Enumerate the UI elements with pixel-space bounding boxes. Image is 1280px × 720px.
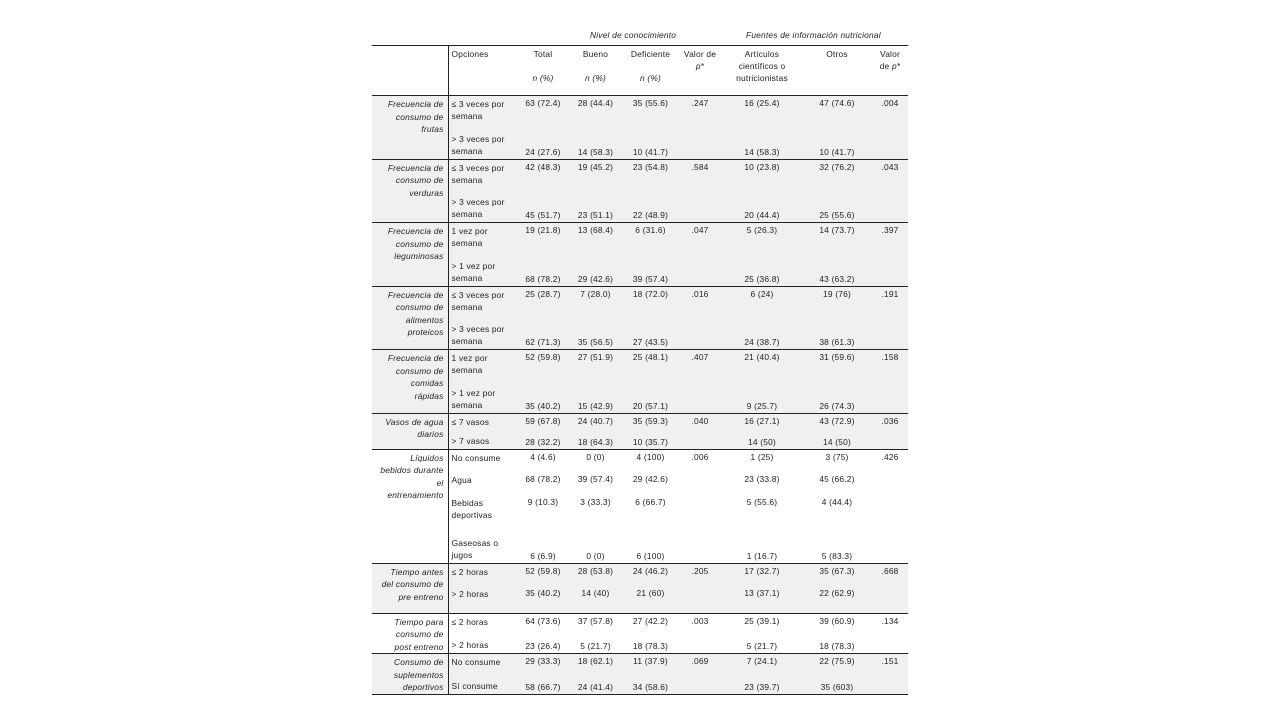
- deficiente-cell: 35 (55.6): [623, 96, 678, 133]
- deficiente-cell: 10 (35.7): [623, 433, 678, 449]
- otros-cell: 19 (76): [802, 286, 872, 323]
- bueno-cell: 13 (68.4): [568, 223, 623, 260]
- total-cell: 62 (71.3): [518, 323, 568, 350]
- option-label: > 1 vez por semana: [448, 387, 518, 414]
- table-row: [372, 638, 908, 654]
- table-row: [372, 529, 908, 563]
- option-label: > 7 vasos: [448, 433, 518, 449]
- bueno-cell: 39 (57.4): [577, 474, 614, 484]
- deficiente-cell: 39 (57.4): [623, 260, 678, 287]
- header-total: Total n (%): [532, 49, 554, 83]
- deficiente-cell: 18 (72.0): [623, 286, 678, 323]
- total-cell: 52 (59.8): [518, 563, 568, 586]
- bueno-cell: 15 (42.9): [568, 387, 623, 414]
- p-value-cell: .003: [691, 615, 709, 626]
- articulos-cell: 24 (38.7): [722, 323, 802, 350]
- bueno-cell: 29 (42.6): [568, 260, 623, 287]
- bueno-cell: 18 (62.1): [568, 654, 623, 678]
- table-row: [372, 286, 908, 323]
- total-cell: 29 (33.3): [518, 654, 568, 678]
- articulos-cell: 5 (26.3): [722, 223, 802, 260]
- total-cell: 4 (4.6): [530, 451, 556, 462]
- bueno-cell: 3 (33.3): [580, 497, 611, 507]
- table-row: [372, 586, 908, 613]
- articulos-cell: 25 (39.1): [744, 615, 780, 626]
- deficiente-cell: 21 (60): [623, 586, 678, 613]
- p-value-cell: .043: [872, 159, 908, 196]
- option-label: ≤ 3 veces por semana: [448, 159, 518, 196]
- total-cell: 52 (59.8): [518, 350, 568, 387]
- total-cell: 25 (28.7): [518, 286, 568, 323]
- p-value-cell: .006: [691, 451, 709, 462]
- otros-cell: 10 (41.7): [802, 133, 872, 160]
- option-label: Agua: [448, 472, 518, 495]
- option-label: No consume: [448, 654, 518, 678]
- group-verduras: [372, 159, 908, 223]
- header-opciones: Opciones: [448, 46, 518, 96]
- table-row: [372, 449, 908, 472]
- variable-label: Frecuencia de consumo de frutas: [372, 96, 448, 160]
- bueno-cell: 35 (56.5): [568, 323, 623, 350]
- otros-cell: 25 (55.6): [802, 196, 872, 223]
- deficiente-cell: 11 (37.9): [623, 654, 678, 678]
- total-cell: 59 (67.8): [518, 413, 568, 433]
- group-vasos-agua: [372, 413, 908, 449]
- deficiente-cell: 6 (31.6): [623, 223, 678, 260]
- option-label: ≤ 2 horas: [448, 613, 518, 638]
- articulos-cell: 6 (24): [722, 286, 802, 323]
- header-deficiente: Deficiente n (%): [630, 49, 671, 83]
- header-otros: Otros: [826, 49, 848, 59]
- variable-label: Frecuencia de consumo de comidas rápidas: [372, 350, 448, 414]
- total-cell: 64 (73.6): [525, 615, 561, 626]
- variable-label: Vasos de agua diarios: [372, 413, 448, 449]
- p-value-cell: .668: [872, 563, 908, 586]
- articulos-cell: 1 (16.7): [746, 550, 778, 561]
- p-value-cell: .584: [678, 159, 722, 196]
- header-valor-p-2: Valor de p*: [879, 49, 901, 71]
- otros-cell: 43 (63.2): [802, 260, 872, 287]
- otros-cell: 35 (603): [802, 677, 872, 694]
- option-label: Bebidas deportivas: [448, 495, 518, 529]
- group-post-entreno: [372, 613, 908, 654]
- option-label: > 3 veces por semana: [448, 323, 518, 350]
- deficiente-cell: 10 (41.7): [623, 133, 678, 160]
- group-comidas-rapidas: [372, 350, 908, 414]
- group-leguminosas: [372, 223, 908, 287]
- total-cell: 19 (21.8): [518, 223, 568, 260]
- deficiente-cell: 34 (58.6): [623, 677, 678, 694]
- otros-cell: 43 (72.9): [802, 413, 872, 433]
- deficiente-cell: 29 (42.6): [632, 474, 669, 484]
- articulos-cell: 25 (36.8): [722, 260, 802, 287]
- otros-cell: 3 (75): [825, 451, 849, 462]
- deficiente-cell: 4 (100): [636, 451, 665, 462]
- deficiente-cell: 20 (57.1): [623, 387, 678, 414]
- table-row: [372, 350, 908, 387]
- p-value-cell: .047: [678, 223, 722, 260]
- articulos-cell: 5 (21.7): [746, 641, 778, 651]
- p-value-cell: .158: [872, 350, 908, 387]
- header-bueno: Bueno n (%): [582, 49, 609, 83]
- table-row: [372, 495, 908, 529]
- group-header-nivel-conocimiento: Nivel de conocimiento: [590, 30, 677, 40]
- p-value-cell: .247: [678, 96, 722, 133]
- bueno-cell: 23 (51.1): [568, 196, 623, 223]
- bueno-cell: 28 (44.4): [568, 96, 623, 133]
- otros-cell: 32 (76.2): [802, 159, 872, 196]
- bueno-cell: 0 (0): [586, 550, 605, 561]
- variable-label: Tiempo para consumo de post entreno: [394, 616, 444, 652]
- variable-label: Frecuencia de consumo de leguminosas: [372, 223, 448, 287]
- articulos-cell: 20 (44.4): [722, 196, 802, 223]
- group-frutas: [372, 96, 908, 160]
- bueno-cell: 27 (51.9): [568, 350, 623, 387]
- option-label: > 1 vez por semana: [448, 260, 518, 287]
- option-label: ≤ 2 horas: [448, 563, 518, 586]
- option-label: ≤ 7 vasos: [448, 413, 518, 433]
- articulos-cell: 5 (55.6): [746, 497, 778, 507]
- bueno-cell: 24 (40.7): [568, 413, 623, 433]
- p-value-cell: .016: [678, 286, 722, 323]
- total-cell: 68 (78.2): [525, 474, 561, 484]
- group-liquidos: [372, 449, 908, 563]
- articulos-cell: 10 (23.8): [722, 159, 802, 196]
- total-cell: 28 (32.2): [518, 433, 568, 449]
- otros-cell: 4 (44.4): [821, 497, 853, 507]
- total-cell: 68 (78.2): [518, 260, 568, 287]
- p-value-cell: .205: [678, 563, 722, 586]
- articulos-cell: 23 (33.8): [744, 474, 780, 484]
- table-row: [372, 323, 908, 350]
- total-cell: 23 (26.4): [525, 641, 561, 651]
- variable-label: Frecuencia de consumo de verduras: [372, 159, 448, 223]
- option-label: > 3 veces por semana: [448, 133, 518, 160]
- deficiente-cell: 27 (42.2): [632, 615, 669, 626]
- variable-label: Consumo de suplementos deportivos: [372, 654, 448, 695]
- option-label: ≤ 3 veces por semana: [448, 96, 518, 133]
- option-label: 1 vez por semana: [448, 223, 518, 260]
- otros-cell: 45 (66.2): [819, 474, 855, 484]
- header-valor-p-1: Valor de p*: [683, 49, 717, 71]
- articulos-cell: 16 (25.4): [722, 96, 802, 133]
- deficiente-cell: 6 (66.7): [635, 497, 666, 507]
- deficiente-cell: 27 (43.5): [623, 323, 678, 350]
- option-label: > 3 veces por semana: [448, 196, 518, 223]
- otros-cell: 14 (50): [802, 433, 872, 449]
- total-cell: 35 (40.2): [518, 586, 568, 613]
- total-cell: 45 (51.7): [518, 196, 568, 223]
- deficiente-cell: 6 (100): [636, 550, 665, 561]
- otros-cell: 38 (61.3): [802, 323, 872, 350]
- total-cell: 58 (66.7): [518, 677, 568, 694]
- total-cell: 6 (6.9): [530, 550, 556, 561]
- variable-label: Frecuencia de consumo de alimentos proteicos: [372, 286, 448, 350]
- articulos-cell: 1 (25): [750, 451, 774, 462]
- articulos-cell: 23 (39.7): [722, 677, 802, 694]
- bueno-cell: 0 (0): [586, 451, 605, 462]
- p-value-cell: .069: [678, 654, 722, 678]
- articulos-cell: 21 (40.4): [722, 350, 802, 387]
- variable-label: Tiempo antes del consumo de pre entreno: [372, 563, 448, 613]
- otros-cell: 22 (75.9): [802, 654, 872, 678]
- deficiente-cell: 23 (54.8): [623, 159, 678, 196]
- bueno-cell: 5 (21.7): [580, 641, 611, 651]
- table-row: [372, 472, 908, 495]
- group-suplementos: [372, 654, 908, 695]
- table-row: [372, 159, 908, 196]
- p-value-cell: .040: [678, 413, 722, 433]
- option-label: Gaseosas o jugos: [448, 529, 518, 563]
- articulos-cell: 9 (25.7): [722, 387, 802, 414]
- group-proteicos: [372, 286, 908, 350]
- total-cell: 42 (48.3): [518, 159, 568, 196]
- articulos-cell: 14 (58.3): [722, 133, 802, 160]
- total-cell: 9 (10.3): [527, 497, 559, 507]
- deficiente-cell: 24 (46.2): [623, 563, 678, 586]
- table-row: [372, 387, 908, 414]
- bueno-cell: 28 (53.8): [568, 563, 623, 586]
- p-value-cell: .426: [881, 451, 899, 462]
- table-row: [372, 563, 908, 586]
- header-variable: [372, 46, 448, 96]
- results-table: [372, 45, 908, 695]
- header-articulos: Artículos científicos o nutricionistas: [736, 49, 788, 83]
- p-value-cell: .004: [872, 96, 908, 133]
- table-row: [372, 96, 908, 133]
- option-label: ≤ 3 veces por semana: [448, 286, 518, 323]
- table-row: [372, 433, 908, 449]
- table-row: [372, 223, 908, 260]
- otros-cell: 31 (59.6): [802, 350, 872, 387]
- table-row: [372, 133, 908, 160]
- bueno-cell: 7 (28.0): [568, 286, 623, 323]
- otros-cell: 35 (67.3): [802, 563, 872, 586]
- option-label: No consume: [448, 449, 518, 472]
- table-row: [372, 613, 908, 638]
- otros-cell: 26 (74.3): [802, 387, 872, 414]
- group-pre-entreno: [372, 563, 908, 613]
- total-cell: 63 (72.4): [518, 96, 568, 133]
- articulos-cell: 14 (50): [722, 433, 802, 449]
- group-header-fuentes-informacion: Fuentes de información nutricional: [746, 30, 881, 40]
- table-header-row: [372, 46, 908, 96]
- table-row: [372, 196, 908, 223]
- otros-cell: 5 (83.3): [821, 550, 853, 561]
- bueno-cell: 18 (64.3): [568, 433, 623, 449]
- bueno-cell: 14 (40): [568, 586, 623, 613]
- deficiente-cell: 25 (48.1): [623, 350, 678, 387]
- articulos-cell: 17 (32.7): [722, 563, 802, 586]
- bueno-cell: 14 (58.3): [568, 133, 623, 160]
- otros-cell: 39 (60.9): [819, 615, 855, 626]
- option-label: Sí consume: [448, 677, 518, 694]
- p-value-cell: .407: [678, 350, 722, 387]
- otros-cell: 14 (73.7): [802, 223, 872, 260]
- p-value-cell: .036: [872, 413, 908, 433]
- option-label: > 2 horas: [448, 586, 518, 613]
- bueno-cell: 24 (41.4): [568, 677, 623, 694]
- p-value-cell: .151: [872, 654, 908, 678]
- otros-cell: 22 (62.9): [802, 586, 872, 613]
- table-row: [372, 413, 908, 433]
- otros-cell: 47 (74.6): [802, 96, 872, 133]
- p-value-cell: .134: [881, 615, 899, 626]
- table-row: [372, 260, 908, 287]
- option-label: 1 vez por semana: [448, 350, 518, 387]
- table-row: [372, 677, 908, 694]
- p-value-cell: .397: [872, 223, 908, 260]
- p-value-cell: .191: [872, 286, 908, 323]
- articulos-cell: 13 (37.1): [722, 586, 802, 613]
- articulos-cell: 16 (27.1): [722, 413, 802, 433]
- total-cell: 35 (40.2): [518, 387, 568, 414]
- bueno-cell: 37 (57.8): [577, 615, 614, 626]
- deficiente-cell: 35 (59.3): [623, 413, 678, 433]
- bueno-cell: 19 (45.2): [568, 159, 623, 196]
- articulos-cell: 7 (24.1): [722, 654, 802, 678]
- total-cell: 24 (27.6): [518, 133, 568, 160]
- otros-cell: 18 (78.3): [819, 641, 855, 651]
- option-label: > 2 horas: [448, 638, 518, 654]
- table-row: [372, 654, 908, 678]
- variable-label: Líquidos bebidos durante el entrenamiento: [380, 452, 444, 500]
- deficiente-cell: 22 (48.9): [623, 196, 678, 223]
- deficiente-cell: 18 (78.3): [632, 641, 669, 651]
